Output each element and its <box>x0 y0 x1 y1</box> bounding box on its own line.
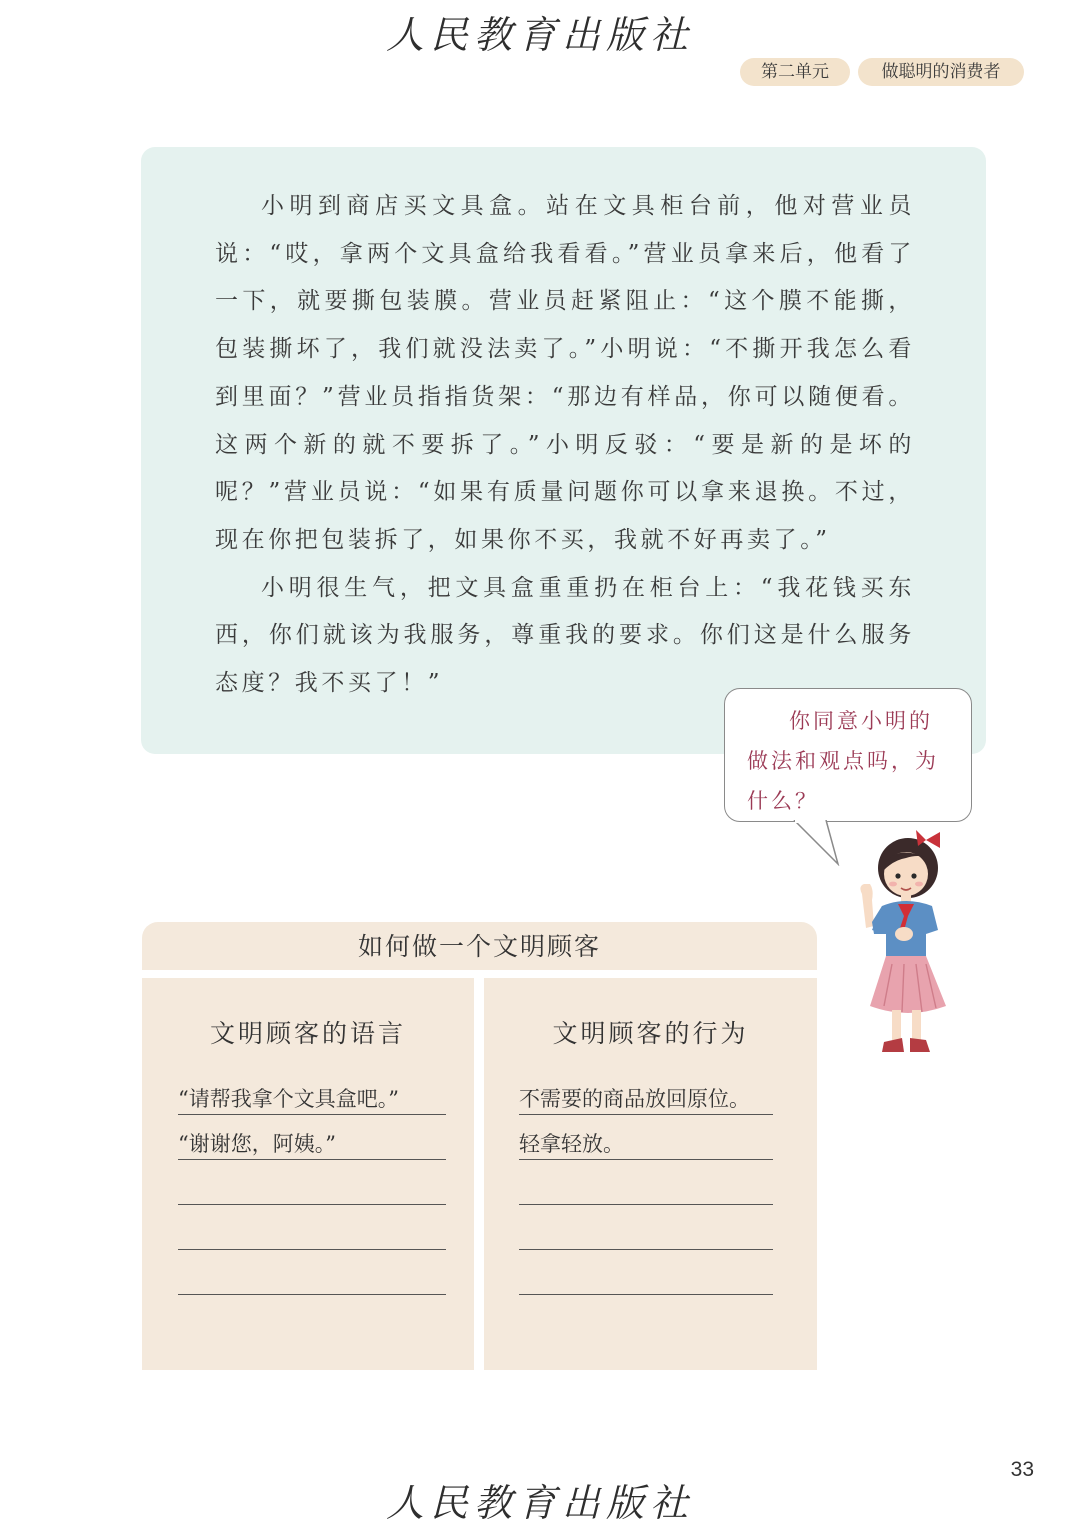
behavior-line[interactable] <box>519 1174 773 1205</box>
language-column-title: 文明顾客的语言 <box>209 1019 406 1048</box>
chapter-tags <box>740 58 1024 86</box>
speech-bubble: 你同意小明的做法和观点吗，为什么？ <box>724 688 972 822</box>
publisher-logo-top: 人民教育出版社 <box>385 13 694 57</box>
story-text <box>215 183 915 708</box>
language-line[interactable] <box>178 1264 446 1295</box>
table-title: 如何做一个文明顾客 <box>142 922 817 970</box>
unit-tag: 第二单元 <box>740 58 850 86</box>
story-paragraph: 小明很生气，把文具盒重重扔在柜台上：“我花钱买东西，你们就该为我服务，尊重我的要求。你们这是什么服务态度？我不买了！” <box>215 574 915 697</box>
behavior-column-title: 文明顾客的行为 <box>552 1019 749 1048</box>
civilized-customer-table <box>142 922 817 1370</box>
language-line[interactable] <box>178 1174 446 1205</box>
girl-illustration-icon <box>848 830 958 1060</box>
story-paragraph: 小明到商店买文具盒。站在文具柜台前，他对营业员说：“哎，拿两个文具盒给我看看。”营业员拿来后，他看了一下，就要撕包装膜。营业员赶紧阻止：“这个膜不能撕，包装撕坏了，我们就没法卖了。”小明说：“不撕开我怎么看到里面？”营业员指指货架：“那边有样品，你可以随便看。这两个新的就不要拆了。”小明反驳：“要是新的是坏的呢？”营业员说：“如果有质量问题你可以拿来退换。不过，现在你把包装拆了，如果你不买，我就不好再卖了。” <box>215 193 915 553</box>
behavior-line[interactable] <box>519 1219 773 1250</box>
language-line[interactable]: “谢谢您，阿姨。” <box>178 1129 446 1160</box>
behavior-column <box>484 978 817 1370</box>
behavior-line[interactable] <box>519 1264 773 1295</box>
speech-bubble-tail <box>792 820 852 866</box>
language-line[interactable] <box>178 1219 446 1250</box>
story-box <box>141 147 986 754</box>
page-number: 33 <box>1010 1458 1034 1481</box>
language-line[interactable]: “请帮我拿个文具盒吧。” <box>178 1084 446 1115</box>
behavior-line[interactable]: 轻拿轻放。 <box>519 1129 773 1160</box>
behavior-line[interactable]: 不需要的商品放回原位。 <box>519 1084 773 1115</box>
lesson-tag: 做聪明的消费者 <box>858 58 1024 86</box>
publisher-logo-bottom: 人民教育出版社 <box>385 1481 694 1525</box>
language-column <box>142 978 474 1370</box>
